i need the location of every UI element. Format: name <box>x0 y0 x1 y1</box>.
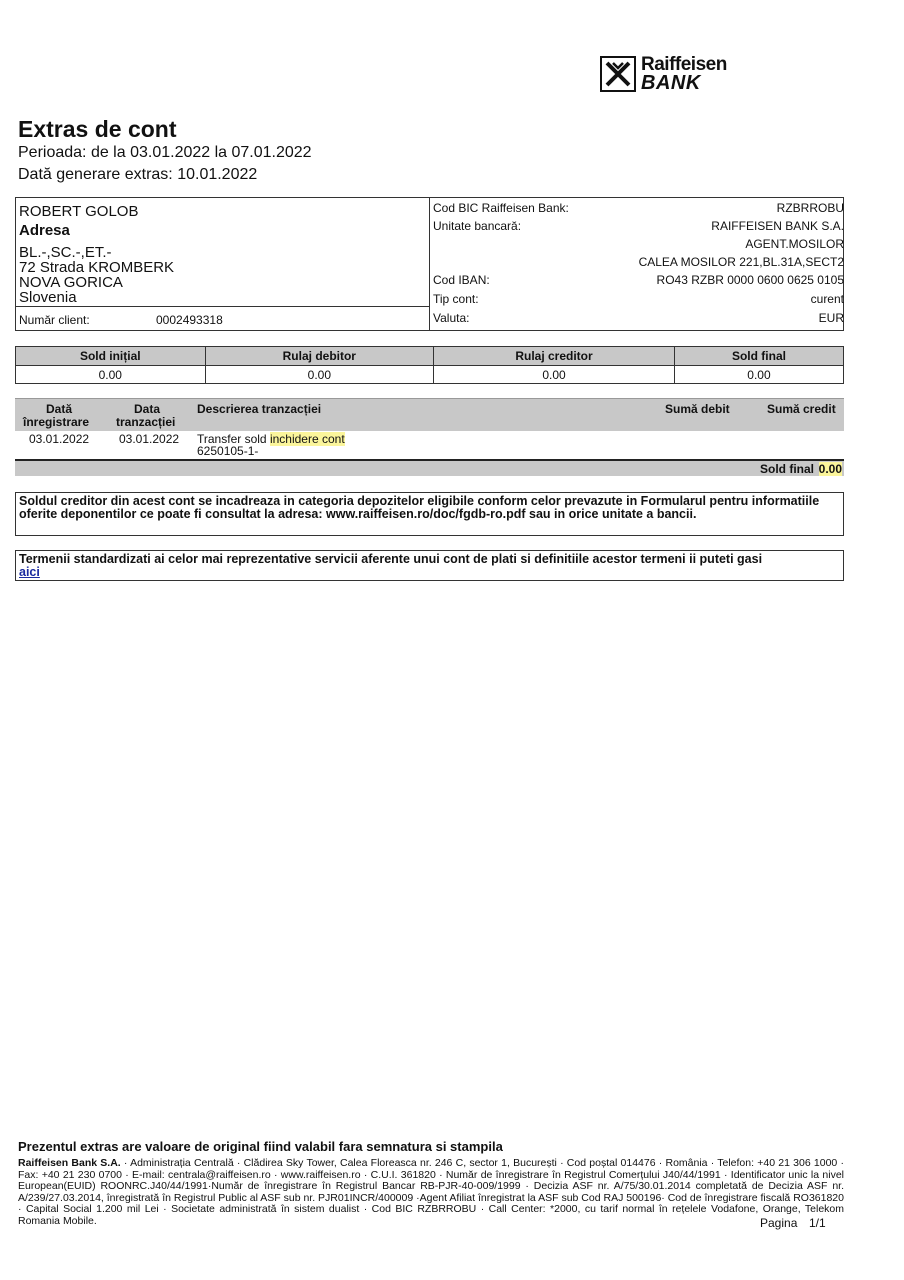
header-final-balance: Sold final <box>674 347 843 366</box>
header-credit-turnover: Rulaj creditor <box>434 347 675 366</box>
terms-text: Termenii standardizati ai celor mai reprezentative servicii aferente unui cont de plati si definitiile acestor termeni ii puteti gasi <box>19 552 763 566</box>
debit-turnover-value: 0.00 <box>205 366 434 384</box>
unit-label: Unitate bancară: <box>433 219 522 233</box>
page-number-label: Pagina <box>760 1216 798 1230</box>
credit-turnover-value: 0.00 <box>434 366 675 384</box>
transactions-header <box>15 398 844 431</box>
currency-value: EUR <box>818 311 844 325</box>
footer-details: · Administrația Centrală · Clădirea Sky Tower, Calea Floreasca nr. 246 C, sector 1, București · Cod poștal 014476 · România · Telefon: +40 21 306 1000 · Fax: +40 21 230 0700 · E-mail: centrala@raiffeisen.ro · www.raiffeisen.ro · C.U.I. 361820 · Număr de înregistrare în Registrul Comerțului J40/44/1991 · Identificator unic la nivel European(EUID) ROONRC.J40/44/1991·Număr de înregistrare în Registrul Bancar RB-PJR-40-009/1999 · Decizia ASF nr. A/75/30.01.2014 completată de Decizia ASF nr. A/239/27.03.2014, înregistrată în Registrul Public al ASF sub nr. PJR01INCR/400009 ·Agent Afiliat înregistrat la ASF sub Cod RAJ 500196· Cod de înregistrare fiscală RO361820 · Capital Social 1.200 mil Lei · Societate administrată în sistem dualist · Cod BIC RZBRROBU · Call Center: *2000, cu tarif normal în rețelele Vodafone, Orange, Telekom Romania Mobile. <box>18 1157 844 1227</box>
client-number-label: Număr client: <box>19 313 90 327</box>
terms-link[interactable]: aici <box>19 565 40 579</box>
statement-period: Perioada: de la 03.01.2022 la 07.01.2022 <box>18 144 312 161</box>
deposit-notice: Soldul creditor din acest cont se incadreaza in categoria depozitelor eligibile conform celor prevazute in Formularul pentru informatiile oferite deponentilor ce poate fi consultat la adresa: www.raiffeisen.ro/doc/fgdb-ro.pdf sau in orice unitate a bancii. <box>15 492 844 536</box>
logo-text-raiffeisen: Raiffeisen <box>641 54 727 75</box>
unit-row <box>433 219 844 237</box>
address-line: Slovenia <box>19 289 77 306</box>
terms-notice <box>15 550 844 581</box>
initial-balance-value: 0.00 <box>16 366 206 384</box>
account-type-label: Tip cont: <box>433 292 479 306</box>
generation-date: Dată generare extras: 10.01.2022 <box>18 166 258 183</box>
final-balance-amount: 0.00 <box>818 462 842 476</box>
footer-legal-text <box>18 1158 844 1227</box>
tx-reg-date: 03.01.2022 <box>29 432 90 446</box>
iban-row <box>433 273 844 291</box>
final-balance-value: 0.00 <box>674 366 843 384</box>
client-number-value: 0002493318 <box>156 313 223 327</box>
table-row <box>15 432 844 460</box>
balances-table <box>15 346 844 384</box>
tx-description-text: Transfer sold <box>197 432 267 446</box>
account-type-value: curent <box>810 292 844 306</box>
header-reg-date-2: înregistrare <box>23 415 90 429</box>
final-balance-bar <box>15 459 844 476</box>
unit-value: CALEA MOSILOR 221,BL.31A,SECT2 <box>638 255 844 269</box>
footer-title: Prezentul extras are valoare de original fiind valabil fara semnatura si stampila <box>18 1139 503 1154</box>
header-initial-balance: Sold inițial <box>16 347 206 366</box>
header-credit: Sumă credit <box>767 402 836 416</box>
tx-description-ref: 6250105-1- <box>197 444 259 458</box>
header-debit-turnover: Rulaj debitor <box>205 347 434 366</box>
raiffeisen-emblem-icon <box>600 56 636 92</box>
currency-row <box>433 311 844 329</box>
header-tx-date: Data <box>134 402 161 416</box>
address-line: NOVA GORICA <box>19 274 123 291</box>
bank-info <box>431 198 844 330</box>
footer-company: Raiffeisen Bank S.A. <box>18 1157 121 1169</box>
iban-label: Cod IBAN: <box>433 273 490 287</box>
logo-text-bank: BANK <box>641 72 701 94</box>
iban-value: RO43 RZBR 0000 0600 0625 0105 <box>656 273 844 287</box>
bic-row <box>433 201 844 219</box>
tx-description-highlight: inchidere cont <box>269 432 345 446</box>
final-balance-label: Sold final <box>760 462 814 476</box>
unit-value: RAIFFEISEN BANK S.A. <box>711 219 844 233</box>
raiffeisen-logo <box>600 54 750 94</box>
unit-row-2 <box>433 237 844 255</box>
page-title: Extras de cont <box>18 116 177 142</box>
page-number-value: 1/1 <box>809 1216 826 1230</box>
client-info <box>16 198 430 330</box>
client-number-row <box>16 306 429 330</box>
header-tx-date-2: tranzacției <box>116 415 176 429</box>
balances-value-row <box>16 366 844 384</box>
unit-value: AGENT.MOSILOR <box>745 237 844 251</box>
balances-header-row <box>16 347 844 366</box>
tx-date: 03.01.2022 <box>119 432 180 446</box>
address-label: Adresa <box>19 222 70 239</box>
header-description: Descrierea tranzacției <box>197 402 322 416</box>
header-debit: Sumă debit <box>665 402 730 416</box>
header-reg-date: Dată <box>46 402 73 416</box>
currency-label: Valuta: <box>433 311 470 325</box>
bic-value: RZBRROBU <box>776 201 844 215</box>
address-line: BL.-,SC.-,ET.- <box>19 244 112 261</box>
address-line: 72 Strada KROMBERK <box>19 259 175 276</box>
bic-label: Cod BIC Raiffeisen Bank: <box>433 201 569 215</box>
account-info-box <box>15 197 844 331</box>
account-type-row <box>433 292 844 310</box>
unit-row-3 <box>433 255 844 273</box>
client-name: ROBERT GOLOB <box>19 203 139 220</box>
